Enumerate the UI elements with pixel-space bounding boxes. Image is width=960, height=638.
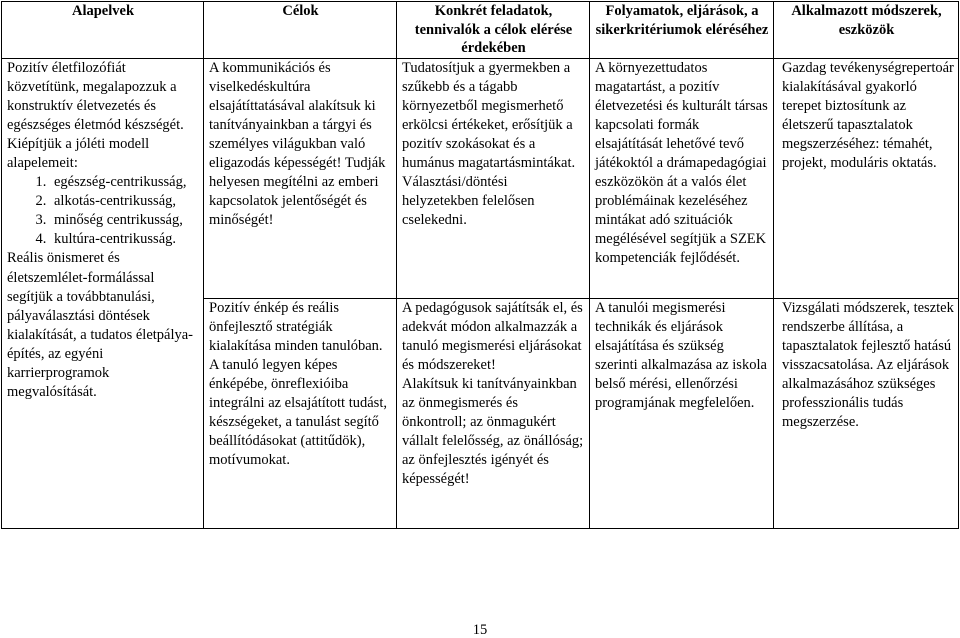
wellbeing-model-list xyxy=(7,173,199,249)
table-row xyxy=(2,58,959,298)
process-text-1: A környezettudatos magatartást, a pozitív életvezetési és kulturált társas kapcsolati formák elsajátítását lehetővé tevő játékoktól a drámapedagógiai eszközökön át a valós élet problémáinak kezeléséhez mintákat adó szituációk megélésével segítjük a SZEK kompetenciák fejlődését. xyxy=(595,59,768,267)
tasks-text-2b: Alakítsuk ki tanítványainkban az önmegismerés és önkontroll; az önmagukért vállalt felelősség, az önállóság; az önfejlesztés igényét és képességét! xyxy=(402,375,584,488)
header-processes: Folyamatok, eljárások, a sikerkritériumok eléréséhez xyxy=(590,2,774,59)
tasks-cell-1 xyxy=(397,58,590,298)
tasks-text-1: Tudatosítjuk a gyermekben a szűkebb és a tágabb környezetből megismerhető erkölcsi értékeket, erősítjük a pozitív szokásokat és a humánus magatartásmintákat. Választási/döntési helyzetekben felelősen cselekedni. xyxy=(402,59,576,229)
tasks-text-2a: A pedagógusok sajátítsák el, és adekvát módon alkalmazzák a tanuló megismerési eljárásokat és módszereket! xyxy=(402,299,583,373)
header-goals: Célok xyxy=(204,2,397,59)
list-item: 4. kultúra-centrikusság. xyxy=(50,230,199,249)
principles-closing: Reális önismeret és életszemlélet-formálással segítjük a továbbtanulási, pályaválasztási döntések kialakítását, a tudatos életpálya-építés, az egyéni karrierprogramok megvalósítását. xyxy=(7,250,194,401)
page-number: 15 xyxy=(472,622,488,638)
tasks-cell-2 xyxy=(397,298,590,528)
table-header-row xyxy=(2,2,959,59)
principles-cell xyxy=(2,58,204,528)
models-intro: Kiépítjük a jóléti modell alapelemeit: xyxy=(7,135,150,171)
process-cell-2 xyxy=(590,298,774,528)
header-tasks: Konkrét feladatok, tennivalók a célok elérése érdekében xyxy=(397,2,590,59)
goals-text-2a: Pozitív énkép és reális önfejlesztő stratégiák kialakítása minden tanulóban. xyxy=(209,299,383,354)
header-methods: Alkalmazott módszerek, eszközök xyxy=(774,2,959,59)
header-principles: Alapelvek xyxy=(2,2,204,59)
goals-text-2b: A tanuló legyen képes énképébe, önreflexióiba integrálni az elsajátított tudást, készségeket, a tanulást segítő beállítódásokat (attitűdök), motívumokat. xyxy=(209,356,387,469)
methods-text-2: Vizsgálati módszerek, tesztek rendszerbe állítása, a tapasztalatok fejlesztő hatású visszacsatolása. Az eljárások alkalmazásához szükséges professzionális tudás megszerzése. xyxy=(782,299,954,431)
goals-cell-2 xyxy=(204,298,397,528)
process-cell-1 xyxy=(590,58,774,298)
methods-cell-2 xyxy=(774,298,959,528)
goals-cell-1 xyxy=(204,58,397,298)
methods-cell-1 xyxy=(774,58,959,298)
objectives-table xyxy=(1,1,959,529)
list-item: 3. minőség centrikusság, xyxy=(50,211,199,230)
principles-intro: Pozitív életfilozófiát közvetítünk, megalapozzuk a konstruktív életvezetés és egészséges életmód készségét. xyxy=(7,59,184,133)
list-item: 2. alkotás-centrikusság, xyxy=(50,192,199,211)
process-text-2: A tanulói megismerési technikák és eljárások elsajátítása és szükség szerinti alkalmazása az iskola belső mérési, ellenőrzési programjának megfelelően. xyxy=(595,299,767,411)
list-item: 1. egészség-centrikusság, xyxy=(50,173,199,192)
goals-text-1: A kommunikációs és viselkedéskultúra elsajátíttatásával alakítsuk ki tanítványainkban a tárgyi és személyes világukban való eligazodás képességét! Tudják helyesen megítélni az emberi kapcsolatok jelentőségét és minőségét! xyxy=(209,59,386,229)
methods-text-1: Gazdag tevékenységrepertoár kialakításával gyakorló terepet biztosítunk az életszerű tapasztalatok megszerzéséhez: témahét, projekt, moduláris oktatás. xyxy=(782,59,954,171)
